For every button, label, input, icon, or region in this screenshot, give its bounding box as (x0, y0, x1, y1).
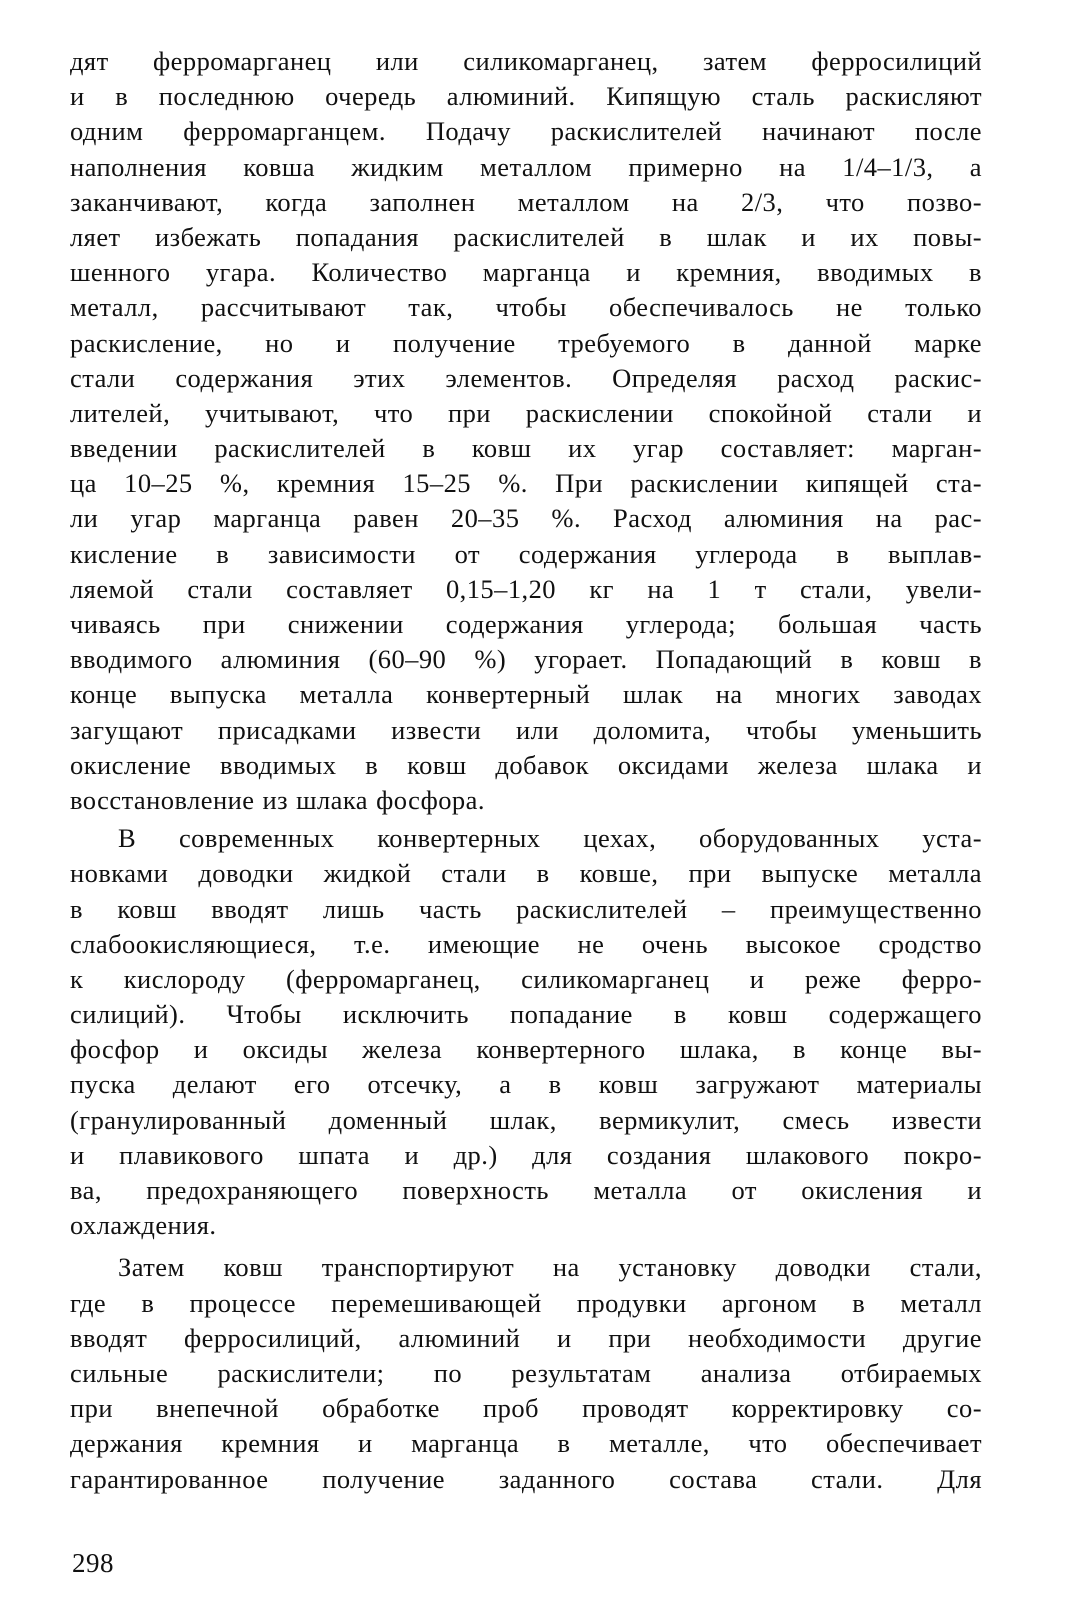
text-line: конце выпуска металла конвертерный шлак на многих заводах (70, 679, 982, 710)
text-line: кисление в зависимости от содержания углерода в выплав- (70, 538, 982, 569)
text-line: металл, рассчитывают так, чтобы обеспечивалось не только (70, 292, 982, 323)
text-line: введении раскислителей в ковш их угар составляет: марган- (70, 433, 982, 464)
text-line: загущают присадками извести или доломита, чтобы уменьшить (70, 714, 982, 745)
text-line: стали содержания этих элементов. Определяя расход раскис- (70, 362, 982, 393)
text-line: раскисление, но и получение требуемого в данной марке (70, 327, 982, 358)
text-line: ляет избежать попадания раскислителей в шлак и их повы- (70, 221, 982, 252)
text-line: и плавикового шпата и др.) для создания шлакового покро- (70, 1139, 982, 1170)
text-line: гарантированное получение заданного состава стали. Для (70, 1463, 982, 1494)
text-line: новками доводки жидкой стали в ковше, при выпуске металла (70, 858, 982, 889)
text-line: в ковш вводят лишь часть раскислителей – преимущественно (70, 893, 982, 924)
text-line: (гранулированный доменный шлак, вермикулит, смесь извести (70, 1104, 982, 1135)
text-line: вводимого алюминия (60–90 %) угорает. Попадающий в ковш в (70, 644, 982, 675)
text-line: сильные раскислители; по результатам анализа отбираемых (70, 1357, 982, 1388)
text-line: ли угар марганца равен 20–35 %. Расход алюминия на рас- (70, 503, 982, 534)
text-line: охлаждения. (70, 1210, 217, 1241)
text-line: вводят ферросилиций, алюминий и при необходимости другие (70, 1322, 982, 1353)
page-body (70, 44, 982, 1497)
paragraph-3 (70, 1250, 982, 1496)
text-line: шенного угара. Количество марганца и кремния, вводимых в (70, 257, 982, 288)
text-line: окисление вводимых в ковш добавок оксидами железа шлака и (70, 749, 982, 780)
text-line: дят ферромарганец или силикомарганец, затем ферросилиций (70, 46, 982, 76)
text-line: Затем ковш транспортируют на установку доводки стали, (118, 1252, 982, 1283)
paragraph-2 (70, 821, 982, 1243)
text-line: ца 10–25 %, кремния 15–25 %. При раскислении кипящей ста- (70, 468, 982, 499)
text-line: заканчивают, когда заполнен металлом на 2/3, что позво- (70, 186, 982, 217)
paragraph-1 (70, 44, 982, 818)
text-line: наполнения ковша жидким металлом примерно на 1/4–1/3, а (70, 151, 982, 182)
text-line: чиваясь при снижении содержания углерода; большая часть (70, 609, 982, 639)
text-line: пуска делают его отсечку, а в ковш загружают материалы (70, 1069, 982, 1100)
text-line: восстановление из шлака фосфора. (70, 784, 485, 815)
text-line: ва, предохраняющего поверхность металла от окисления и (70, 1175, 982, 1205)
page-number: 298 (72, 1548, 114, 1578)
text-line: силиций). Чтобы исключить попадание в ковш содержащего (70, 999, 982, 1030)
text-line: и в последнюю очередь алюминий. Кипящую сталь раскисляют (70, 81, 982, 112)
text-line: ляемой стали составляет 0,15–1,20 кг на 1 т стали, увели- (70, 573, 982, 604)
text-line: где в процессе перемешивающей продувки аргоном в металл (70, 1287, 982, 1318)
text-line: держания кремния и марганца в металле, что обеспечивает (70, 1428, 982, 1459)
text-line: одним ферромарганцем. Подачу раскислителей начинают после (70, 116, 982, 147)
text-line: слабоокисляющиеся, т.е. имеющие не очень высокое сродство (70, 928, 982, 959)
text-line: к кислороду (ферромарганец, силикомарганец и реже ферро- (70, 963, 982, 994)
text-line: при внепечной обработке проб проводят корректировку со- (70, 1393, 982, 1424)
text-line: В современных конвертерных цехах, оборудованных уста- (118, 823, 982, 854)
text-line: лителей, учитывают, что при раскислении спокойной стали и (70, 397, 982, 428)
text-line: фосфор и оксиды железа конвертерного шлака, в конце вы- (70, 1034, 982, 1065)
